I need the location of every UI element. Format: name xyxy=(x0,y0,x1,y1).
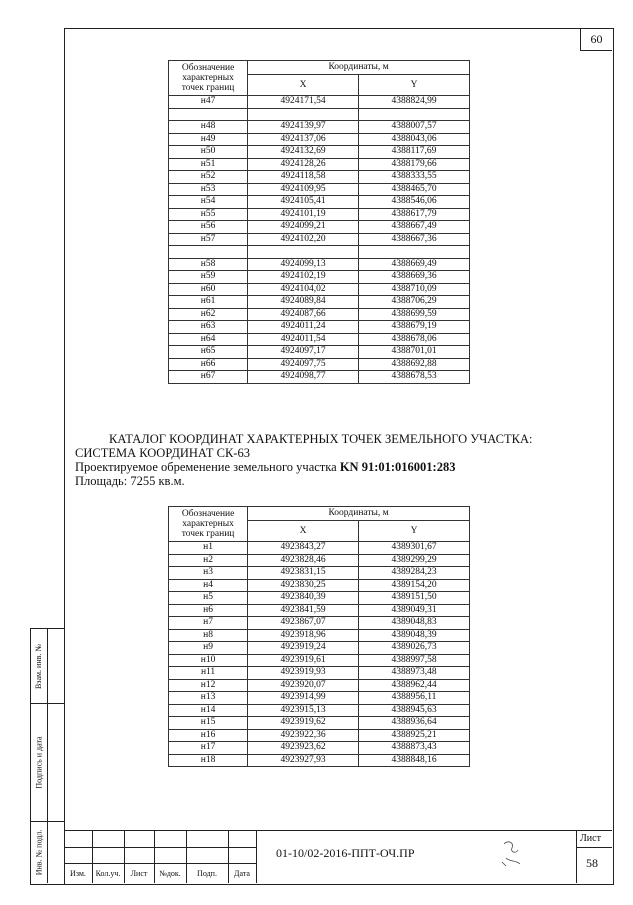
cell-y: 4388043,06 xyxy=(359,133,470,146)
table-row xyxy=(169,208,470,221)
cell-y: 4388956,11 xyxy=(359,692,470,705)
corner-page-number: 60 xyxy=(580,28,612,51)
cell-id: н5 xyxy=(169,592,248,605)
cell-x: 4923919,61 xyxy=(248,654,359,667)
cell-id: н53 xyxy=(169,183,248,196)
cell-y: 4388962,44 xyxy=(359,679,470,692)
cell-y xyxy=(359,108,470,121)
cell-id: н52 xyxy=(169,171,248,184)
table-row xyxy=(169,171,470,184)
cell-y: 4388669,36 xyxy=(359,271,470,284)
cadastral-number: KN 91:01:016001:283 xyxy=(339,460,456,474)
cell-x: 4924132,69 xyxy=(248,146,359,159)
cell-x: 4923828,46 xyxy=(248,554,359,567)
cell-x: 4924109,95 xyxy=(248,183,359,196)
table-row xyxy=(169,146,470,159)
cell-id: н8 xyxy=(169,629,248,642)
cell-id: н4 xyxy=(169,579,248,592)
sheet-label: Лист xyxy=(580,833,601,844)
cell-id: н55 xyxy=(169,208,248,221)
cell-x: 4923919,62 xyxy=(248,717,359,730)
cell-y: 4388973,48 xyxy=(359,667,470,680)
side-cell-vzam xyxy=(31,629,65,704)
y-header: Y xyxy=(359,75,470,96)
cell-y xyxy=(359,246,470,259)
cell-id: н60 xyxy=(169,283,248,296)
sheet-number: 58 xyxy=(586,856,598,870)
designation-header: Обозначение характерных точек границ xyxy=(169,61,248,96)
cell-y: 4389048,83 xyxy=(359,617,470,630)
cell-y: 4388333,55 xyxy=(359,171,470,184)
cell-id: н59 xyxy=(169,271,248,284)
cell-y: 4388710,09 xyxy=(359,283,470,296)
table-row xyxy=(169,742,470,755)
cell-x: 4924118,58 xyxy=(248,171,359,184)
cell-y: 4388824,99 xyxy=(359,96,470,109)
cell-y: 4388678,53 xyxy=(359,371,470,384)
cell-x: 4924011,54 xyxy=(248,333,359,346)
table-row xyxy=(169,729,470,742)
cell-x: 4923920,07 xyxy=(248,679,359,692)
ndok-label: №док. xyxy=(159,869,181,878)
cell-id: н9 xyxy=(169,642,248,655)
cell-x: 4924171,54 xyxy=(248,96,359,109)
table-row xyxy=(169,221,470,234)
cell-x: 4923867,07 xyxy=(248,617,359,630)
cell-y: 4389151,50 xyxy=(359,592,470,605)
cell-id: н11 xyxy=(169,667,248,680)
table-row xyxy=(169,667,470,680)
table-row xyxy=(169,358,470,371)
cell-y: 4388692,88 xyxy=(359,358,470,371)
table-row xyxy=(169,158,470,171)
coordinates-table-2 xyxy=(168,506,470,767)
cell-y: 4388678,06 xyxy=(359,333,470,346)
table-row xyxy=(169,579,470,592)
cell-y: 4388848,16 xyxy=(359,754,470,767)
cell-x: 4923922,36 xyxy=(248,729,359,742)
cell-id: н67 xyxy=(169,371,248,384)
cell-id: н12 xyxy=(169,679,248,692)
table-row xyxy=(169,96,470,109)
cell-x: 4923840,39 xyxy=(248,592,359,605)
table-row xyxy=(169,296,470,309)
cell-x: 4924102,19 xyxy=(248,271,359,284)
table-row xyxy=(169,592,470,605)
cell-id: н15 xyxy=(169,717,248,730)
cell-id: н6 xyxy=(169,604,248,617)
cell-y: 4388617,79 xyxy=(359,208,470,221)
data-label: Дата xyxy=(234,869,250,878)
kol-label: Кол.уч. xyxy=(95,869,121,878)
cell-y: 4388007,57 xyxy=(359,121,470,134)
side-cell-podpis xyxy=(31,703,65,822)
cell-id: н3 xyxy=(169,567,248,580)
cell-y: 4388465,70 xyxy=(359,183,470,196)
cell-id: н62 xyxy=(169,308,248,321)
table-row xyxy=(169,629,470,642)
cell-id: н54 xyxy=(169,196,248,209)
table-row xyxy=(169,321,470,334)
table-row xyxy=(169,246,470,259)
cell-x: 4924137,06 xyxy=(248,133,359,146)
catalog-heading xyxy=(75,432,595,488)
cell-x: 4923927,93 xyxy=(248,754,359,767)
izm-label: Изм. xyxy=(70,869,86,878)
cell-id xyxy=(169,108,248,121)
table-row xyxy=(169,617,470,630)
cell-y: 4388669,49 xyxy=(359,258,470,271)
cell-id: н58 xyxy=(169,258,248,271)
table-row xyxy=(169,604,470,617)
cell-x: 4924011,24 xyxy=(248,321,359,334)
cell-id: н61 xyxy=(169,296,248,309)
table-row xyxy=(169,654,470,667)
table-row xyxy=(169,133,470,146)
cell-x: 4924139,97 xyxy=(248,121,359,134)
table-row xyxy=(169,679,470,692)
cell-y: 4388699,59 xyxy=(359,308,470,321)
cell-x: 4924097,75 xyxy=(248,358,359,371)
cell-x: 4924128,26 xyxy=(248,158,359,171)
cell-id xyxy=(169,246,248,259)
cell-x xyxy=(248,246,359,259)
cell-y: 4388936,64 xyxy=(359,717,470,730)
cell-y: 4388679,19 xyxy=(359,321,470,334)
x-header: X xyxy=(248,75,359,96)
encumbrance-prefix: Проектируемое обременение земельного участка xyxy=(75,460,340,474)
table-row xyxy=(169,258,470,271)
cell-x: 4923843,27 xyxy=(248,542,359,555)
cell-id: н16 xyxy=(169,729,248,742)
cell-y: 4389301,67 xyxy=(359,542,470,555)
table-row xyxy=(169,271,470,284)
cell-y: 4388997,58 xyxy=(359,654,470,667)
cell-x: 4923923,62 xyxy=(248,742,359,755)
cell-x: 4924099,21 xyxy=(248,221,359,234)
cell-x: 4923918,96 xyxy=(248,629,359,642)
cell-id: н47 xyxy=(169,96,248,109)
table-row xyxy=(169,567,470,580)
cell-y: 4389049,31 xyxy=(359,604,470,617)
cell-id: н63 xyxy=(169,321,248,334)
cell-x: 4924097,17 xyxy=(248,346,359,359)
encumbrance-line xyxy=(75,460,595,474)
table-row xyxy=(169,554,470,567)
inv-label: Инв. № подл. xyxy=(34,829,44,875)
document-code: 01-10/02-2016-ППТ-ОЧ.ПР xyxy=(276,846,415,860)
table-row xyxy=(169,283,470,296)
signature-mark xyxy=(498,838,526,870)
cell-y: 4389048,39 xyxy=(359,629,470,642)
cell-id: н14 xyxy=(169,704,248,717)
cell-id: н1 xyxy=(169,542,248,555)
y-header: Y xyxy=(359,521,470,542)
table-row xyxy=(169,183,470,196)
coordinates-header: Координаты, м xyxy=(248,507,470,521)
cell-x: 4924102,20 xyxy=(248,233,359,246)
cell-y: 4389284,23 xyxy=(359,567,470,580)
cell-x: 4924087,66 xyxy=(248,308,359,321)
cell-y: 4388945,63 xyxy=(359,704,470,717)
table-row xyxy=(169,692,470,705)
cell-id: н10 xyxy=(169,654,248,667)
table-row xyxy=(169,308,470,321)
table-row xyxy=(169,754,470,767)
cell-id: н7 xyxy=(169,617,248,630)
table-row xyxy=(169,233,470,246)
cell-y: 4388873,43 xyxy=(359,742,470,755)
cell-y: 4388925,21 xyxy=(359,729,470,742)
cell-id: н65 xyxy=(169,346,248,359)
cell-y: 4388179,66 xyxy=(359,158,470,171)
cell-x: 4923919,93 xyxy=(248,667,359,680)
cell-y: 4388667,49 xyxy=(359,221,470,234)
table-2-body xyxy=(169,542,470,767)
coordinates-header: Координаты, м xyxy=(248,61,470,75)
cell-id: н50 xyxy=(169,146,248,159)
table-row xyxy=(169,108,470,121)
table-row xyxy=(169,642,470,655)
cell-y: 4389026,73 xyxy=(359,642,470,655)
designation-header: Обозначение характерных точек границ xyxy=(169,507,248,542)
cell-x: 4923830,25 xyxy=(248,579,359,592)
side-stamp xyxy=(30,628,65,885)
table-1-body xyxy=(169,96,470,384)
cell-x: 4923919,24 xyxy=(248,642,359,655)
cell-id: н2 xyxy=(169,554,248,567)
cell-x: 4923841,59 xyxy=(248,604,359,617)
area-line: Площадь: 7255 кв.м. xyxy=(75,474,185,488)
table-row xyxy=(169,346,470,359)
table-row xyxy=(169,371,470,384)
podp-label: Подп. xyxy=(197,869,217,878)
catalog-title: КАТАЛОГ КООРДИНАТ ХАРАКТЕРНЫХ ТОЧЕК ЗЕМЕЛЬНОГО УЧАСТКА: xyxy=(109,432,533,446)
cell-y: 4388546,06 xyxy=(359,196,470,209)
cell-id: н56 xyxy=(169,221,248,234)
cell-id: н64 xyxy=(169,333,248,346)
cell-y: 4389299,29 xyxy=(359,554,470,567)
podpis-label: Подпись и дата xyxy=(34,735,44,789)
cell-x: 4924105,41 xyxy=(248,196,359,209)
table-row xyxy=(169,542,470,555)
cell-x xyxy=(248,108,359,121)
list-col-label: Лист xyxy=(130,869,148,878)
cell-y: 4388117,69 xyxy=(359,146,470,159)
cell-y: 4389154,20 xyxy=(359,579,470,592)
cell-y: 4388706,29 xyxy=(359,296,470,309)
cell-x: 4924104,02 xyxy=(248,283,359,296)
table-row xyxy=(169,717,470,730)
cell-x: 4924101,19 xyxy=(248,208,359,221)
cell-id: н48 xyxy=(169,121,248,134)
cell-y: 4388701,01 xyxy=(359,346,470,359)
coordinate-system: СИСТЕМА КООРДИНАТ СК-63 xyxy=(75,446,250,460)
cell-id: н57 xyxy=(169,233,248,246)
side-cell-inv xyxy=(31,821,65,883)
table-row xyxy=(169,196,470,209)
table-row xyxy=(169,704,470,717)
x-header: X xyxy=(248,521,359,542)
table-row xyxy=(169,121,470,134)
cell-x: 4924099,13 xyxy=(248,258,359,271)
cell-x: 4923831,15 xyxy=(248,567,359,580)
cell-id: н66 xyxy=(169,358,248,371)
cell-y: 4388667,36 xyxy=(359,233,470,246)
cell-id: н17 xyxy=(169,742,248,755)
cell-id: н18 xyxy=(169,754,248,767)
cell-x: 4923914,99 xyxy=(248,692,359,705)
cell-x: 4923915,13 xyxy=(248,704,359,717)
cell-id: н49 xyxy=(169,133,248,146)
cell-x: 4924089,84 xyxy=(248,296,359,309)
table-row xyxy=(169,333,470,346)
coordinates-table-1 xyxy=(168,60,470,384)
cell-x: 4924098,77 xyxy=(248,371,359,384)
vzam-label: Взам. инв. № xyxy=(34,643,44,689)
cell-id: н51 xyxy=(169,158,248,171)
cell-id: н13 xyxy=(169,692,248,705)
